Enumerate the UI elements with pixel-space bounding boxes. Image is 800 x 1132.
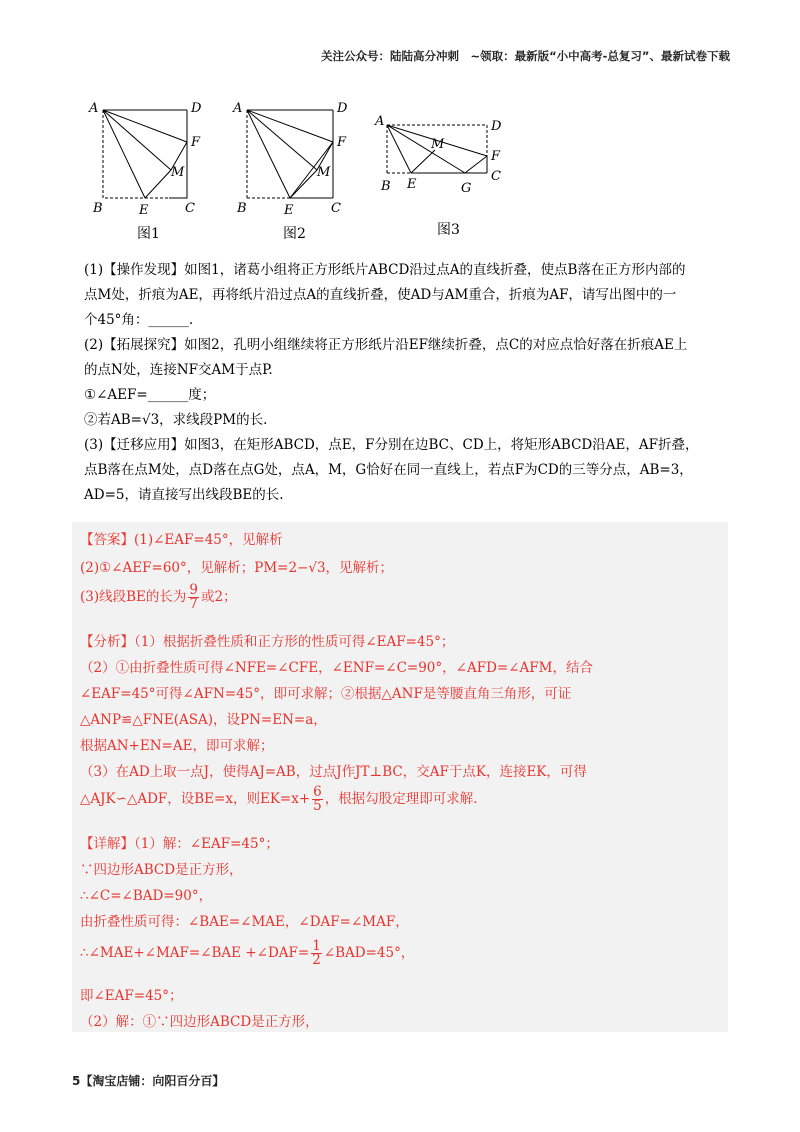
detail-fraction-den: 2: [312, 952, 321, 968]
analysis-line7: [80, 786, 478, 813]
fig1-caption: 图1: [137, 226, 160, 242]
fig2-label-e: E: [284, 203, 294, 218]
detail-line6: 即∠EAF=45°；: [80, 988, 183, 1004]
question-part3-line1: (3)【迁移应用】如图3，在矩形ABCD，点E，F分别在边BC、CD上，将矩形ABCD沿AE，AF折叠，: [84, 437, 699, 453]
fig3-label-a: A: [375, 114, 385, 129]
question-text: [84, 258, 744, 508]
fig2-label-f: F: [337, 135, 347, 150]
question-part1-line2: 点M处，折痕为AE，再将纸片沿过点A的直线折叠，使AD与AM重合，折痕为AF，请写出图中的一: [84, 287, 677, 303]
fig1-label-f: F: [191, 135, 201, 150]
analysis-line3: ∠EAF=45°可得∠AFN=45°，即可求解；②根据△ANF是等腰直角三角形，可证: [80, 686, 572, 702]
fig3-label-c: C: [491, 169, 501, 184]
fig2-label-a: A: [233, 101, 243, 116]
question-part1-line3: 个45°角：______.: [84, 312, 194, 328]
answer-line2: (2)①∠AEF=60°，见解析；PM=2−√3，见解析；: [80, 560, 394, 576]
page-footer: 5【淘宝店铺：向阳百分百】: [72, 1074, 225, 1088]
analysis-line2: （2）①由折叠性质可得∠NFE=∠CFE，∠ENF=∠C=90°，∠AFD=∠AFM，结合: [80, 660, 593, 676]
detail-line5-post: ∠BAD=45°，: [323, 945, 415, 961]
analysis-line4: △ANP≌△FNE(ASA)，设PN=EN=a，: [80, 712, 327, 728]
question-part2-line4: ②若AB=√3，求线段PM的长.: [84, 412, 268, 428]
detail-line2: ∵四边形ABCD是正方形，: [80, 862, 243, 878]
answer-line3-post: 或2；: [201, 589, 237, 605]
fig1-label-b: B: [93, 201, 103, 216]
fig2-label-m: M: [317, 165, 331, 180]
answer-line1: 【答案】(1)∠EAF=45°，见解析: [80, 532, 283, 548]
analysis-line5: 根据AN+EN=AE，即可求解；: [80, 738, 274, 754]
figure-3: [374, 114, 502, 238]
fig3-label-e: E: [407, 177, 417, 192]
fig2-label-d: D: [337, 101, 348, 116]
answer-fraction: [188, 584, 199, 611]
detail-line1: 【详解】（1）解：∠EAF=45°；: [80, 836, 279, 852]
detail-fraction-num: 1: [312, 938, 321, 954]
figure-2: [232, 101, 348, 242]
question-part3-line3: AD=5，请直接写出线段BE的长.: [84, 487, 284, 503]
fig3-label-d: D: [491, 119, 502, 134]
question-part2-line1: (2)【拓展探究】如图2，孔明小组继续将正方形纸片沿EF继续折叠，点C的对应点恰好落在折痕AE上: [84, 337, 688, 353]
figures: [85, 98, 555, 248]
analysis-line6: （3）在AD上取一点J，使得AJ=AB，过点J作JT⊥BC，交AF于点K，连接EK，可得: [80, 764, 587, 780]
figure-1: [88, 101, 202, 242]
fig3-label-b: B: [381, 179, 391, 194]
fig3-label-g: G: [461, 181, 472, 196]
answer-fraction-den: 7: [189, 596, 198, 612]
fig1-label-a: A: [89, 101, 99, 116]
question-part3-line2: 点B落在点M处，点D落在点G处，点A，M，G恰好在同一直线上，若点F为CD的三等分点，AB=3，: [84, 462, 693, 478]
question-part1-line1: (1)【操作发现】如图1，诸葛小组将正方形纸片ABCD沿过点A的直线折叠，使点B落在正方形内部的: [84, 262, 686, 278]
answer-line3: [80, 584, 237, 611]
analysis-fraction: [312, 786, 323, 813]
answer-line3-pre: (3)线段BE的长为: [80, 589, 187, 605]
fig3-caption: 图3: [437, 222, 460, 238]
detail-fraction: [311, 940, 322, 967]
analysis-fraction-den: 5: [313, 798, 322, 814]
fig1-label-e: E: [139, 203, 149, 218]
question-part2-line2: 的点N处，连接NF交AM于点P.: [84, 362, 273, 378]
analysis-line7-post: ，根据勾股定理即可求解.: [324, 791, 478, 807]
fig1-label-m: M: [171, 165, 185, 180]
analysis-fraction-num: 6: [313, 784, 322, 800]
fig2-label-c: C: [331, 201, 341, 216]
detail-line4: 由折叠性质可得：∠BAE=∠MAE，∠DAF=∠MAF，: [80, 914, 409, 930]
detail-line5: [80, 940, 414, 967]
fig3-label-m: M: [431, 137, 445, 152]
analysis-line7-pre: △AJK∽△ADF，设BE=x，则EK=x+: [80, 791, 311, 807]
page-header: 关注公众号：陆陆高分冲刺 ~领取：最新版“小中高考-总复习”、最新试卷下载: [320, 49, 730, 63]
answer-fraction-num: 9: [189, 582, 198, 598]
analysis-line1: 【分析】（1）根据折叠性质和正方形的性质可得∠EAF=45°；: [80, 634, 455, 650]
fig1-label-c: C: [185, 201, 195, 216]
fig2-label-b: B: [237, 201, 247, 216]
question-part2-line3: ①∠AEF=______度；: [84, 387, 216, 403]
detail-line7: （2）解：①∵四边形ABCD是正方形，: [80, 1014, 319, 1030]
fig3-label-f: F: [491, 149, 501, 164]
fig1-label-d: D: [191, 101, 202, 116]
detail-line5-pre: ∴∠MAE+∠MAF=∠BAE +∠DAF=: [80, 945, 310, 961]
fig2-caption: 图2: [283, 226, 306, 242]
geometry-figures: [85, 98, 555, 248]
detail-line3: ∴∠C=∠BAD=90°，: [80, 888, 213, 904]
